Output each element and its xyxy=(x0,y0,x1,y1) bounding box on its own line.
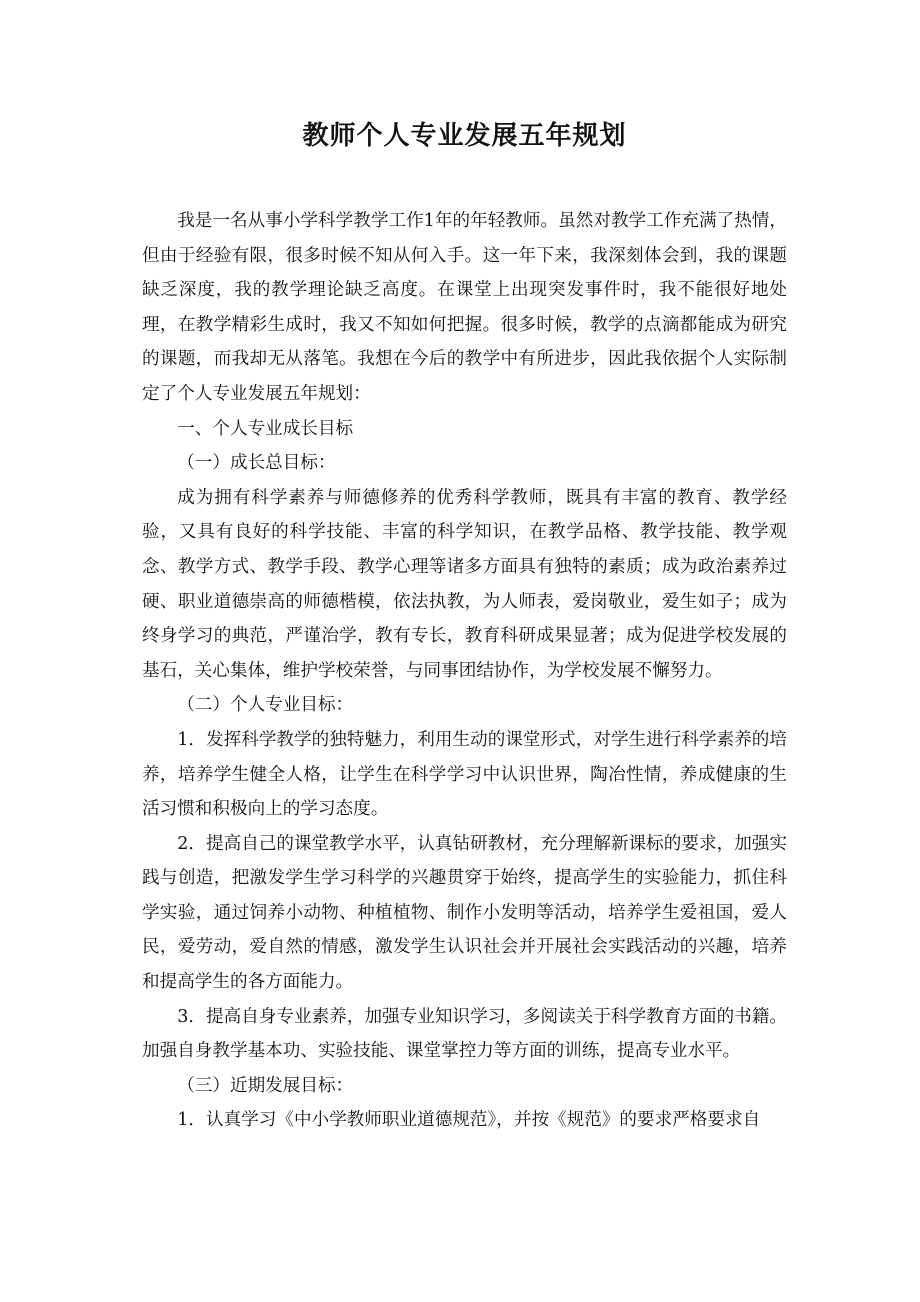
professional-goal-item-1: 1．发挥科学教学的独特魅力，利用生动的课堂形式，对学生进行科学素养的培养，培养学生健全人格，让学生在科学学习中认识世界，陶冶性情，养成健康的生活习惯和积极向上的学习态度。 xyxy=(142,729,787,820)
document-title: 教师个人专业发展五年规划 xyxy=(302,121,627,151)
near-term-goal-item-1: 1．认真学习《中小学教师职业道德规范》，并按《规范》的要求严格要求自 xyxy=(177,1110,761,1131)
subsection-heading-professional-goals: （二）个人专业目标： xyxy=(177,695,354,716)
overall-goal-paragraph: 成为拥有科学素养与师德修养的优秀科学教师，既具有丰富的教育、教学经验，又具有良好的科学技能、丰富的科学知识，在教学品格、教学技能、教学观念、教学方式、教学手段、教学心理等诸多方面具有独特的素质；成为政治素养过硬、职业道德崇高的师德楷模，依法执教，为人师表，爱岗敬业，爱生如子；成为终身学习的典范，严谨治学，教有专长，教育科研成果显著；成为促进学校发展的基石，关心集体，维护学校荣誉，与同事团结协作，为学校发展不懈努力。 xyxy=(142,487,787,681)
professional-goal-item-2: 2．提高自己的课堂教学水平，认真钻研教材，充分理解新课标的要求，加强实践与创造，把激发学生学习科学的兴趣贯穿于始终，提高学生的实验能力，抓住科学实验，通过饲养小动物、种植植物、制作小发明等活动，培养学生爱祖国，爱人民，爱劳动，爱自然的情感，激发学生认识社会并开展社会实践活动的兴趣，培养和提高学生的各方面能力。 xyxy=(142,833,787,993)
intro-paragraph: 我是一名从事小学科学教学工作1年的年轻教师。虽然对教学工作充满了热情，但由于经验有限，很多时候不知从何入手。这一年下来，我深刻体会到，我的课题缺乏深度，我的教学理论缺乏高度。在课堂上出现突发事件时，我不能很好地处理，在教学精彩生成时，我又不知如何把握。很多时候，教学的点滴都能成为研究的课题，而我却无从落笔。我想在今后的教学中有所进步，因此我依据个人实际制定了个人专业发展五年规划： xyxy=(142,211,787,404)
subsection-heading-near-term-goals: （三）近期发展目标： xyxy=(177,1075,354,1096)
section-heading-growth-goals: 一、个人专业成长目标 xyxy=(177,418,354,439)
subsection-heading-overall-goal: （一）成长总目标： xyxy=(177,453,336,474)
professional-goal-item-3: 3．提高自身专业素养，加强专业知识学习，多阅读关于科学教育方面的书籍。加强自身教学基本功、实验技能、课堂掌控力等方面的训练，提高专业水平。 xyxy=(142,1006,787,1062)
document-page xyxy=(142,112,787,1138)
